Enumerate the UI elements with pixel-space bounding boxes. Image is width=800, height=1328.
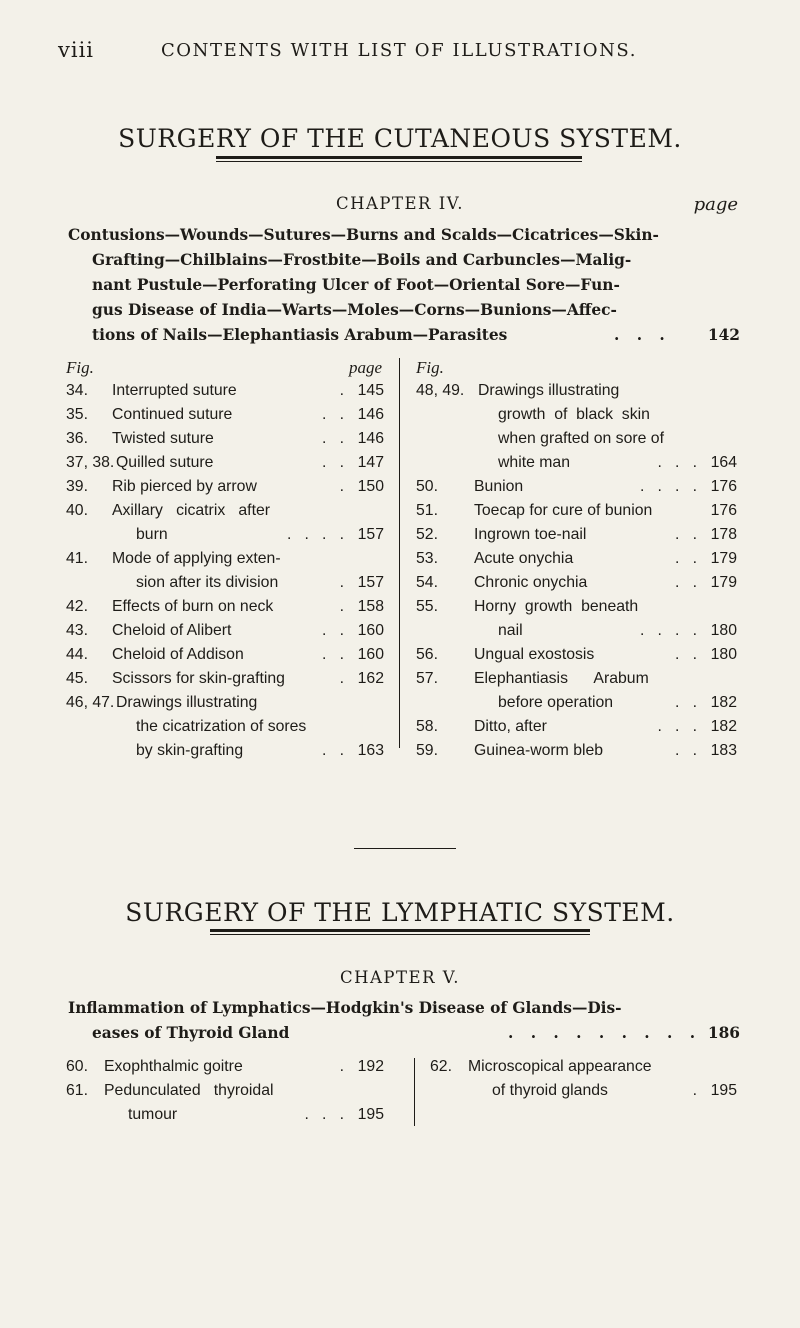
figure-number: 50. xyxy=(416,478,438,495)
dot-leader: . . xyxy=(322,406,344,423)
figure-entry xyxy=(66,550,384,598)
figure-page: 157 xyxy=(357,526,384,543)
figure-number: 58. xyxy=(416,718,438,735)
figure-page: 180 xyxy=(710,622,737,639)
chapter-heading: CHAPTER IV. xyxy=(335,194,465,213)
figure-caption: Drawings illustrating xyxy=(478,382,620,399)
summary-line: Inflammation of Lymphatics—Hodgkin's Disease of Glands—Dis- xyxy=(68,999,622,1017)
figure-number: 61. xyxy=(66,1082,88,1099)
figure-page: 160 xyxy=(357,646,384,663)
figure-number: 42. xyxy=(66,598,88,615)
title-rule-thin xyxy=(216,161,582,162)
figure-page: 147 xyxy=(357,454,384,471)
figure-caption: the cicatrization of sores xyxy=(136,718,307,735)
figure-page: 183 xyxy=(710,742,737,759)
figure-number: 37, 38. xyxy=(66,454,115,471)
figure-page: 178 xyxy=(710,526,737,543)
figure-caption: when grafted on sore of xyxy=(498,430,664,447)
figure-list-left xyxy=(66,358,384,766)
figure-caption: of thyroid glands xyxy=(492,1082,608,1099)
figure-caption: Microscopical appearance xyxy=(468,1058,652,1075)
figure-entry xyxy=(416,670,737,718)
dot-leader: . . . xyxy=(657,454,697,471)
figure-caption: Axillary cicatrix after xyxy=(112,502,270,519)
figure-number: 59. xyxy=(416,742,438,759)
figure-caption: before operation xyxy=(498,694,614,711)
figure-entry xyxy=(66,622,384,646)
dot-leader: . . . . xyxy=(639,478,697,495)
figure-entry xyxy=(430,1058,737,1106)
figure-entry xyxy=(66,670,384,694)
figure-entry xyxy=(416,718,737,742)
figure-caption: Cheloid of Alibert xyxy=(112,622,232,639)
figure-caption: burn xyxy=(136,526,168,543)
figure-number: 45. xyxy=(66,670,88,687)
figure-number: 57. xyxy=(416,670,438,687)
figure-number: 60. xyxy=(66,1058,88,1075)
fig-header: Fig. page xyxy=(66,358,382,377)
figure-page: 179 xyxy=(710,574,737,591)
dot-leader: . xyxy=(339,478,344,495)
dot-leader: . xyxy=(692,1082,697,1099)
column-divider xyxy=(414,1058,415,1126)
figure-caption: tumour xyxy=(128,1106,178,1123)
dot-leader: . . xyxy=(675,646,697,663)
dot-leader: . . . . xyxy=(639,622,697,639)
figure-entry xyxy=(416,550,737,574)
section-title-lymphatic: SURGERY OF THE LYMPHATIC SYSTEM. xyxy=(125,898,675,927)
figure-number: 48, 49. xyxy=(416,382,465,399)
summary-line: Grafting—Chilblains—Frostbite—Boils and Carbuncles—Malig- xyxy=(92,251,632,269)
figure-caption: Guinea-worm bleb xyxy=(474,742,604,759)
page-column-label: page xyxy=(693,194,738,215)
figure-number: 55. xyxy=(416,598,438,615)
figure-entry xyxy=(416,598,737,646)
figure-entry xyxy=(66,430,384,454)
figure-number: 35. xyxy=(66,406,88,423)
figure-entry xyxy=(416,574,737,598)
figure-number: 39. xyxy=(66,478,88,495)
figure-page: 164 xyxy=(710,454,737,471)
figure-caption: Pedunculated thyroidal xyxy=(104,1082,274,1099)
figure-entry xyxy=(66,694,384,766)
figure-caption: Effects of burn on neck xyxy=(112,598,274,615)
fig-header: Fig. xyxy=(416,358,444,377)
figure-caption: growth of black skin xyxy=(498,406,650,423)
dot-leader: . . xyxy=(675,694,697,711)
figure-list-right xyxy=(416,358,737,766)
figure-page: 195 xyxy=(710,1082,737,1099)
figure-entry xyxy=(416,382,737,478)
dot-leader: . xyxy=(339,598,344,615)
summary-page: 186 xyxy=(707,1024,740,1042)
figure-page: 179 xyxy=(710,550,737,567)
dot-leader: . xyxy=(339,670,344,687)
figure-list-right xyxy=(430,1058,737,1106)
summary-line: nant Pustule—Perforating Ulcer of Foot—Oriental Sore—Fun- xyxy=(92,276,620,294)
figure-page: 146 xyxy=(357,406,384,423)
figure-caption: Ingrown toe-nail xyxy=(474,526,587,543)
dot-leader: . . xyxy=(675,550,697,567)
figure-entry xyxy=(416,526,737,550)
figure-page: 176 xyxy=(710,478,737,495)
dot-leader: . . xyxy=(675,526,697,543)
summary-line: gus Disease of India—Warts—Moles—Corns—Bunions—Affec- xyxy=(92,301,617,319)
figure-list-left xyxy=(66,1058,384,1130)
summary-page: 142 xyxy=(707,326,740,344)
figure-caption: Ditto, after xyxy=(474,718,547,735)
figure-entry xyxy=(66,1058,384,1082)
dot-leader: . . . xyxy=(304,1106,344,1123)
figure-caption: Interrupted suture xyxy=(112,382,237,399)
figure-caption: Drawings illustrating xyxy=(116,694,258,711)
figure-page: 182 xyxy=(710,694,737,711)
running-title: CONTENTS WITH LIST OF ILLUSTRATIONS. xyxy=(160,40,638,61)
figure-page: 158 xyxy=(357,598,384,615)
figure-caption: Quilled suture xyxy=(116,454,214,471)
summary-line: eases of Thyroid Gland . . . . . . . . . 186 xyxy=(68,1021,740,1046)
figure-entry xyxy=(66,1082,384,1130)
page-number: viii xyxy=(58,38,95,62)
figure-entry xyxy=(66,478,384,502)
figure-caption: Twisted suture xyxy=(112,430,214,447)
dot-leader: . xyxy=(339,382,344,399)
title-rule-thick xyxy=(216,156,582,159)
figure-number: 36. xyxy=(66,430,88,447)
figure-page: 157 xyxy=(357,574,384,591)
figure-number: 34. xyxy=(66,382,88,399)
figure-page: 176 xyxy=(710,502,737,519)
figure-number: 51. xyxy=(416,502,438,519)
figure-caption: Mode of applying exten- xyxy=(112,550,281,567)
figure-caption: sion after its division xyxy=(136,574,279,591)
dot-leader: . . . xyxy=(657,718,697,735)
dot-leader: . . xyxy=(322,742,344,759)
dot-leader: . xyxy=(339,574,344,591)
column-divider xyxy=(399,358,400,748)
dot-leader: . . xyxy=(675,742,697,759)
section-separator xyxy=(354,848,456,849)
dot-leader: . . xyxy=(322,646,344,663)
figure-caption: Exophthalmic goitre xyxy=(104,1058,243,1075)
dot-leader: . . . . xyxy=(286,526,344,543)
figure-caption: Elephantiasis Arabum xyxy=(474,670,649,687)
figure-caption: Horny growth beneath xyxy=(474,598,639,615)
figure-page: 146 xyxy=(357,430,384,447)
figure-page: 160 xyxy=(357,622,384,639)
figure-page: 162 xyxy=(357,670,384,687)
figure-caption: Rib pierced by arrow xyxy=(112,478,257,495)
figure-entry xyxy=(66,454,384,478)
figure-entry xyxy=(66,382,384,406)
figure-entry xyxy=(66,406,384,430)
title-rule-thick xyxy=(210,929,590,932)
figure-number: 46, 47. xyxy=(66,694,115,711)
figure-number: 44. xyxy=(66,646,88,663)
chapter-heading: CHAPTER V. xyxy=(339,968,461,987)
figure-caption: Acute onychia xyxy=(474,550,574,567)
figure-page: 150 xyxy=(357,478,384,495)
summary-line: Contusions—Wounds—Sutures—Burns and Scalds—Cicatrices—Skin- xyxy=(68,226,659,244)
figure-entry xyxy=(66,646,384,670)
figure-caption: Ungual exostosis xyxy=(474,646,595,663)
chapter-summary xyxy=(68,996,740,1046)
figure-entry xyxy=(416,646,737,670)
dot-leader: . xyxy=(339,1058,344,1075)
figure-number: 41. xyxy=(66,550,88,567)
figure-number: 52. xyxy=(416,526,438,543)
summary-line: tions of Nails—Elephantiasis Arabum—Parasites . . . 142 xyxy=(68,323,740,348)
dot-leader: . . xyxy=(322,430,344,447)
section-title-cutaneous: SURGERY OF THE CUTANEOUS SYSTEM. xyxy=(118,124,682,153)
figure-caption: Toecap for cure of bunion xyxy=(474,502,653,519)
figure-caption: Chronic onychia xyxy=(474,574,588,591)
figure-number: 54. xyxy=(416,574,438,591)
figure-entry xyxy=(416,502,737,526)
figure-caption: Cheloid of Addison xyxy=(112,646,244,663)
figure-page: 180 xyxy=(710,646,737,663)
title-rule-thin xyxy=(210,934,590,935)
chapter-summary xyxy=(68,223,740,348)
figure-caption: Bunion xyxy=(474,478,524,495)
figure-number: 53. xyxy=(416,550,438,567)
figure-caption: Continued suture xyxy=(112,406,233,423)
figure-number: 56. xyxy=(416,646,438,663)
dot-leader: . . xyxy=(322,622,344,639)
figure-number: 62. xyxy=(430,1058,452,1075)
running-head xyxy=(58,38,740,66)
figure-caption: white man xyxy=(498,454,570,471)
dot-leader: . . xyxy=(322,454,344,471)
figure-page: 192 xyxy=(357,1058,384,1075)
figure-entry xyxy=(416,742,737,766)
figure-entry xyxy=(66,502,384,550)
figure-entry xyxy=(66,598,384,622)
figure-caption: by skin-grafting xyxy=(136,742,244,759)
figure-caption: nail xyxy=(498,622,523,639)
figure-number: 43. xyxy=(66,622,88,639)
figure-page: 195 xyxy=(357,1106,384,1123)
figure-page: 182 xyxy=(710,718,737,735)
figure-caption: Scissors for skin-grafting xyxy=(112,670,285,687)
figure-number: 40. xyxy=(66,502,88,519)
figure-page: 163 xyxy=(357,742,384,759)
figure-entry xyxy=(416,478,737,502)
figure-page: 145 xyxy=(357,382,384,399)
dot-leader: . . xyxy=(675,574,697,591)
